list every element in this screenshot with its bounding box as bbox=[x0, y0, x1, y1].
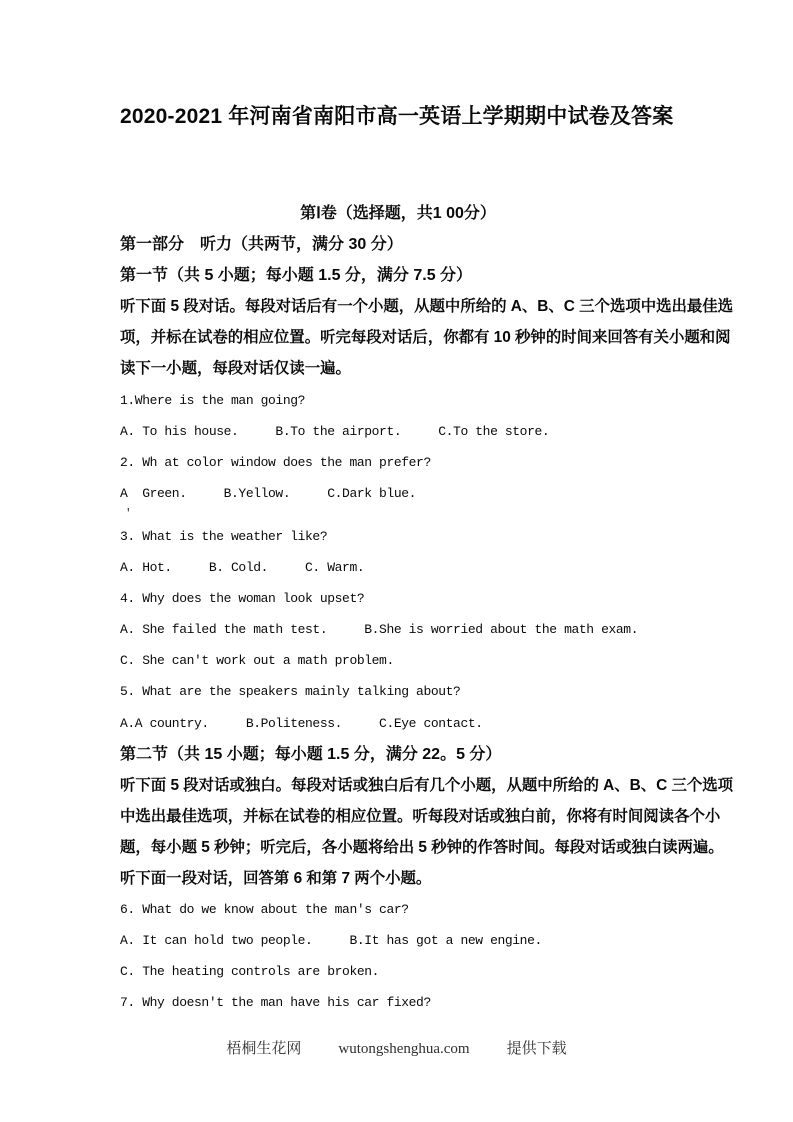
section-heading: 第二节（共 15 小题；每小题 1.5 分，满分 22。5 分） bbox=[120, 745, 502, 763]
section-title: 第Ⅰ卷（选择题，共1 00分） bbox=[300, 205, 496, 222]
exam-text-line: A. It can hold two people. B.It has got a new engine. bbox=[120, 933, 542, 949]
footer-site-url: wutongshenghua.com bbox=[338, 1041, 470, 1057]
page-footer bbox=[0, 1034, 793, 1064]
exam-text-line: A.A country. B.Politeness. C.Eye contact. bbox=[120, 715, 483, 731]
instructions-text: 听下面一段对话，回答第 6 和第 7 两个小题。 bbox=[120, 869, 432, 887]
exam-text-line: A Green. B.Yellow. C.Dark blue. bbox=[120, 485, 417, 501]
exam-text-line: 2. Wh at color window does the man prefer? bbox=[120, 454, 431, 470]
instructions-text: 听下面 5 段对话。每段对话后有一个小题，从题中所给的 A、B、C 三个选项中选出最佳选 bbox=[120, 298, 734, 316]
exam-text-line: A. She failed the math test. B.She is worried about the math exam. bbox=[120, 622, 639, 638]
exam-text-line: 6. What do we know about the man's car? bbox=[120, 902, 409, 918]
footer-download-label: 提供下载 bbox=[506, 1041, 567, 1057]
exam-text-line: 3. What is the weather like? bbox=[120, 528, 328, 544]
footer-site-name: 梧桐生花网 bbox=[226, 1041, 302, 1057]
document-content bbox=[120, 0, 734, 1018]
document-body bbox=[120, 198, 734, 1018]
exam-text-line: A. Hot. B. Cold. C. Warm. bbox=[120, 560, 365, 576]
exam-text-line: 7. Why doesn't the man have his car fixed? bbox=[120, 995, 431, 1011]
instructions-text: 听下面 5 段对话或独白。每段对话或独白后有几个小题，从题中所给的 A、B、C 三个选项 bbox=[120, 776, 734, 794]
stray-mark: ' bbox=[125, 507, 132, 520]
instructions-text: 读下一小题，每段对话仅读一遍。 bbox=[120, 360, 351, 378]
section-heading: 第一部分 听力（共两节，满分 30 分） bbox=[120, 236, 403, 254]
exam-text-line: C. The heating controls are broken. bbox=[120, 964, 380, 980]
exam-text-line: 5. What are the speakers mainly talking about? bbox=[120, 684, 461, 700]
instructions-text: 题，每小题 5 秒钟；听完后，各小题将给出 5 秒钟的作答时间。每段对话或独白读两遍。 bbox=[120, 838, 724, 856]
exam-text-line: 4. Why does the woman look upset? bbox=[120, 591, 365, 607]
exam-text-line: A. To his house. B.To the airport. C.To the store. bbox=[120, 423, 550, 439]
exam-text-line: C. She can't work out a math problem. bbox=[120, 653, 394, 669]
instructions-text: 中选出最佳选项，并标在试卷的相应位置。听每段对话或独白前，你将有时间阅读各个小 bbox=[120, 807, 721, 825]
page-title: 2020-2021 年河南省南阳市高一英语上学期期中试卷及答案 bbox=[120, 105, 674, 128]
instructions-text: 项，并标在试卷的相应位置。听完每段对话后，你都有 10 秒钟的时间来回答有关小题和阅 bbox=[120, 329, 731, 347]
exam-text-line: 1.Where is the man going? bbox=[120, 392, 306, 408]
section-heading: 第一节（共 5 小题；每小题 1.5 分，满分 7.5 分） bbox=[120, 267, 473, 285]
